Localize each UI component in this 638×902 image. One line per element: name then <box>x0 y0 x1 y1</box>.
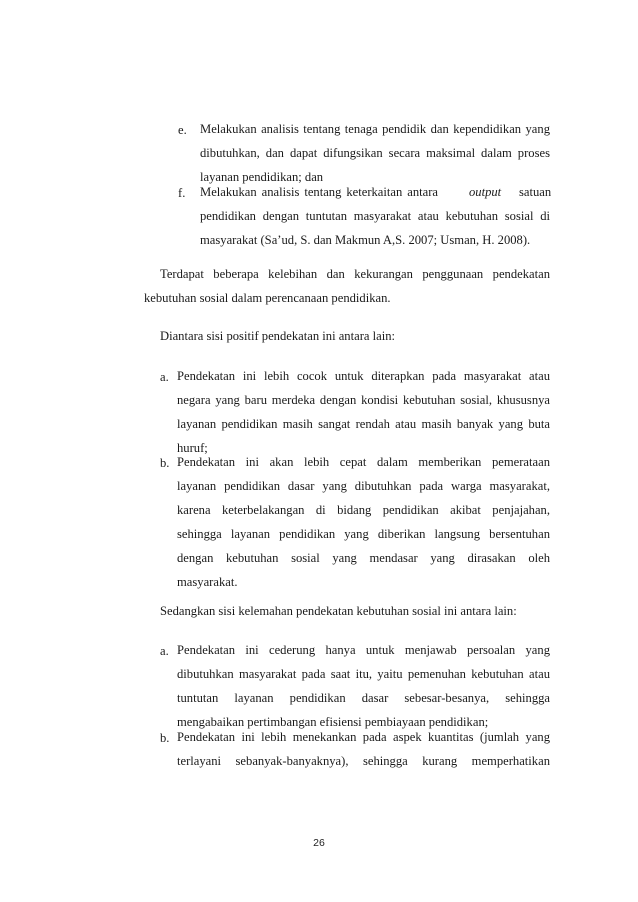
list-item-line: Pendekatan ini lebih menekankan pada aspek kuantitas (jumlah yang <box>177 730 550 744</box>
list-item-line: layanan pendidikan dasar yang dibutuhkan pada warga masyarakat, <box>177 479 550 493</box>
list-item-line: tuntutan layanan pendidikan dasar sebesar-besanya, sehingga <box>177 691 550 705</box>
paragraph-line: kebutuhan sosial dalam perencanaan pendidikan. <box>144 291 391 305</box>
list-marker: a. <box>160 644 169 658</box>
list-item-line: dibutuhkan masyarakat pada saat itu, yaitu pemenuhan kebutuhan atau <box>177 667 550 681</box>
list-item-line: negara yang baru merdeka dengan kondisi kebutuhan sosial, khususnya <box>177 393 550 407</box>
page-number: 26 <box>313 837 325 849</box>
list-item-line: masyarakat (Sa’ud, S. dan Makmun A,S. 2007; Usman, H. 2008). <box>200 233 531 247</box>
list-item-line: layanan pendidikan; dan <box>200 170 324 184</box>
list-item-line: masyarakat. <box>177 575 238 589</box>
list-marker: e. <box>178 123 187 137</box>
list-item-line: Melakukan analisis tentang tenaga pendidik dan kependidikan yang <box>200 122 550 136</box>
list-item-line: Melakukan analisis tentang keterkaitan antara <box>200 185 438 199</box>
list-item-line: terlayani sebanyak-banyaknya), sehingga kurang memperhatikan <box>177 754 550 768</box>
list-item-line: Pendekatan ini cederung hanya untuk menjawab persoalan yang <box>177 643 550 657</box>
list-item-line: pendidikan dengan tuntutan masyarakat atau kebutuhan sosial di <box>200 209 550 223</box>
list-marker: a. <box>160 370 169 384</box>
list-item-line: Pendekatan ini akan lebih cepat dalam memberikan pemerataan <box>177 455 550 469</box>
paragraph-line: Terdapat beberapa kelebihan dan kekurangan penggunaan pendekatan <box>160 267 550 281</box>
list-item-line: mengabaikan pertimbangan efisiensi pembiayaan pendidikan; <box>177 715 489 729</box>
list-marker: b. <box>160 731 170 745</box>
paragraph-line: Sedangkan sisi kelemahan pendekatan kebutuhan sosial ini antara lain: <box>160 604 517 618</box>
list-item-line: dibutuhkan, dan dapat difungsikan secara maksimal dalam proses <box>200 146 550 160</box>
list-item-line-italic: output <box>469 185 502 199</box>
list-item-line: satuan <box>519 185 552 199</box>
list-item-line: dengan kebutuhan sosial yang mendasar yang dirasakan oleh <box>177 551 550 565</box>
list-item-line: layanan pendidikan masih sangat rendah atau masih banyak yang buta <box>177 417 550 431</box>
list-item-line: sehingga layanan pendidikan yang diberikan langsung bersentuhan <box>177 527 550 541</box>
list-marker: f. <box>178 186 186 200</box>
list-marker: b. <box>160 456 170 470</box>
list-item-line: Pendekatan ini lebih cocok untuk diterapkan pada masyarakat atau <box>177 369 550 383</box>
paragraph-line: Diantara sisi positif pendekatan ini antara lain: <box>160 329 396 343</box>
list-item-line: karena keterbelakangan di bidang pendidikan akibat penjajahan, <box>177 503 550 517</box>
list-item-line: huruf; <box>177 441 208 455</box>
